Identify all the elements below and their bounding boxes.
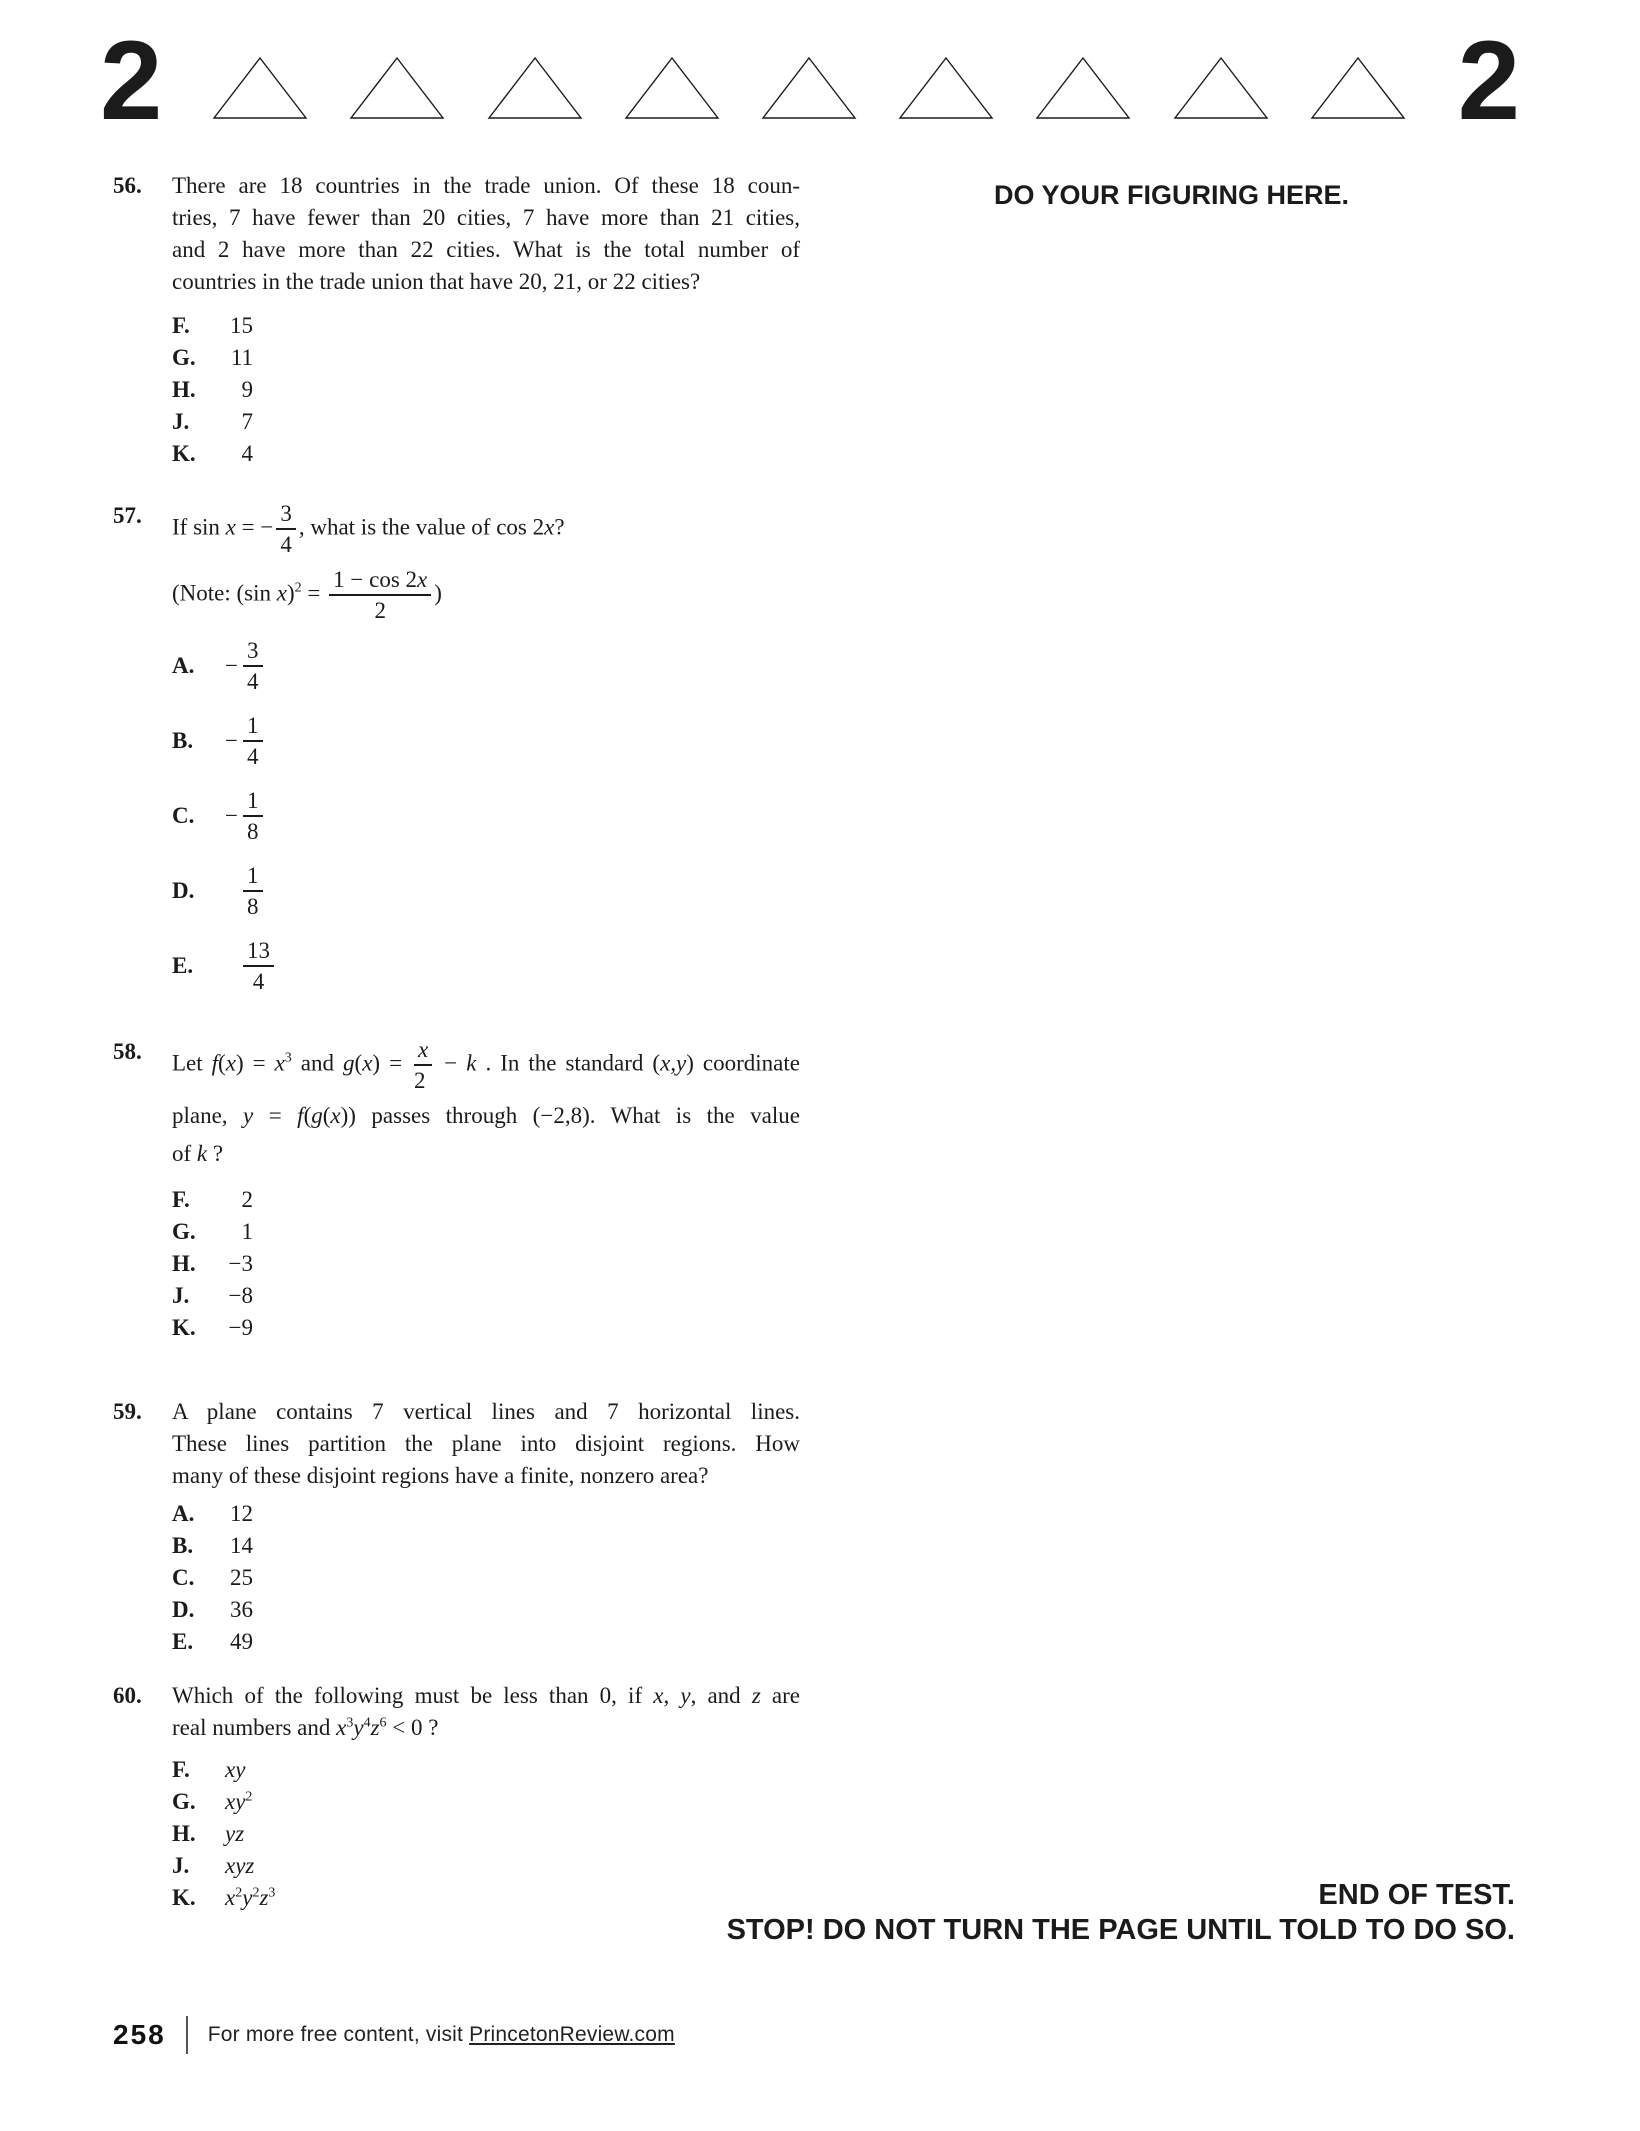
answer-row [172, 1818, 800, 1850]
answer-value: −9 [228, 1315, 253, 1340]
answer-value: $xy^2$ [225, 1789, 253, 1814]
answer-value: 7 [241, 409, 253, 434]
answer-letter: B. [172, 1533, 194, 1558]
fraction: $\frac{3}{4}$ [243, 637, 263, 695]
answer-letter: K. [172, 1885, 196, 1910]
page-number-left: 2 [100, 18, 161, 143]
answer-row [172, 1248, 800, 1280]
question-59 [113, 1396, 800, 1658]
question-56 [113, 170, 800, 470]
footer-divider [186, 2016, 188, 2054]
answer-letter: G. [172, 345, 196, 370]
answer-letter: H. [172, 1251, 196, 1276]
triangle-icon [624, 56, 720, 120]
answer-value: $x^2y^2z^3$ [225, 1885, 276, 1910]
answer-choices [172, 1498, 800, 1658]
question-text-line: and 2 have more than 22 cities. What is the total number of [172, 237, 800, 262]
question-text-line: There are 18 countries in the trade union. Of these 18 coun- [172, 173, 800, 198]
answer-letter: F. [172, 313, 190, 338]
answer-letter: B. [172, 728, 194, 753]
answer-value: 15 [230, 313, 253, 338]
answer-letter: F. [172, 1757, 190, 1782]
end-of-test-text: END OF TEST. [1318, 1879, 1515, 1911]
answer-letter: A. [172, 1501, 195, 1526]
answer-choices [172, 1754, 800, 1914]
triangle-icon [349, 56, 445, 120]
question-number: 60. [113, 1683, 142, 1708]
answer-row [172, 406, 800, 438]
figuring-here-heading: DO YOUR FIGURING HERE. [994, 180, 1350, 210]
fraction: $\frac{1}{8}$ [243, 862, 263, 920]
footer-text: For more free content, visit PrincetonReview.com [207, 2023, 675, 2046]
fraction: $\frac{1}{4}$ [243, 712, 263, 770]
answer-value: yz [225, 1821, 245, 1846]
question-60 [113, 1680, 800, 1914]
answer-choices [172, 310, 800, 470]
question-57 [113, 500, 800, 1011]
answer-row [172, 342, 800, 374]
question-text-line: Which of the following must be less than 0, if x, y, and z are [172, 1683, 800, 1708]
answer-row [172, 1562, 800, 1594]
question-text-line: plane, y = f(g(x)) passes through (−2,8). What is the value [172, 1103, 800, 1128]
triangle-icon [1173, 56, 1269, 120]
question-text-line: These lines partition the plane into disjoint regions. How [172, 1431, 800, 1456]
question-text-line: real numbers and $x^3y^4z^6 < 0$ ? [172, 1715, 439, 1740]
answer-letter: K. [172, 1315, 196, 1340]
question-58 [113, 1036, 800, 1344]
answer-letter: J. [172, 1283, 190, 1308]
answer-letter: H. [172, 1821, 196, 1846]
fraction: $\frac{1}{8}$ [243, 787, 263, 845]
answer-row [172, 861, 800, 921]
answer-row [172, 1882, 800, 1914]
page-header [100, 18, 1518, 143]
triangle-icon [1035, 56, 1131, 120]
answer-value: 1 [241, 1219, 253, 1244]
footer-link[interactable]: PrincetonReview.com [469, 2023, 675, 2046]
answer-value: −3 [228, 1251, 253, 1276]
answer-row [172, 1280, 800, 1312]
answer-row [172, 1594, 800, 1626]
answer-value: 11 [230, 345, 253, 370]
answer-value: −8 [228, 1283, 253, 1308]
answer-letter: K. [172, 441, 196, 466]
answer-letter: A. [172, 653, 195, 678]
answer-sign: − [225, 653, 238, 678]
fraction: $\frac{3}{4}$ [276, 500, 296, 558]
question-text-line: countries in the trade union that have 20, 21, or 22 cities? [172, 269, 701, 294]
triangle-icon [487, 56, 583, 120]
question-text-line: tries, 7 have fewer than 20 cities, 7 have more than 21 cities, [172, 205, 800, 230]
answer-sign: − [225, 728, 238, 753]
question-number: 58. [113, 1039, 142, 1064]
answer-letter: D. [172, 1597, 195, 1622]
answer-row [172, 1184, 800, 1216]
answer-row [172, 711, 800, 771]
footer-page-number: 258 [113, 2019, 166, 2050]
answer-letter: D. [172, 878, 195, 903]
answer-value: 49 [230, 1629, 253, 1654]
answer-letter: F. [172, 1187, 190, 1212]
header-triangles [212, 56, 1405, 122]
answer-row [172, 786, 800, 846]
question-number: 57. [113, 503, 142, 528]
question-text-line: A plane contains 7 vertical lines and 7 horizontal lines. [172, 1399, 800, 1424]
question-text-line: of k ? [172, 1141, 224, 1166]
answer-letter: J. [172, 409, 190, 434]
answer-row [172, 1312, 800, 1344]
fraction: $\frac{x}{2}$ [414, 1036, 432, 1094]
answer-value: 2 [241, 1187, 253, 1212]
answer-value: 4 [241, 441, 253, 466]
answer-row [172, 1754, 800, 1786]
answer-value: xyz [225, 1853, 255, 1878]
answer-choices [172, 636, 800, 996]
answer-row [172, 1498, 800, 1530]
answer-letter: G. [172, 1219, 196, 1244]
answer-sign: − [225, 803, 238, 828]
question-number: 56. [113, 173, 142, 198]
answer-row [172, 1850, 800, 1882]
answer-value: xy [225, 1757, 246, 1782]
answer-letter: C. [172, 1565, 195, 1590]
triangle-icon [212, 56, 308, 120]
answer-row [172, 1530, 800, 1562]
answer-row [172, 1216, 800, 1248]
stop-notice-text: STOP! DO NOT TURN THE PAGE UNTIL TOLD TO DO SO. [726, 1914, 1515, 1946]
answer-row [172, 310, 800, 342]
question-text-line: If sin x = − $\frac{3}{4}$ , what is the value of cos 2x? [172, 501, 565, 557]
answer-row [172, 636, 800, 696]
end-of-test-block [727, 1878, 1515, 1948]
answer-letter: E. [172, 953, 194, 978]
triangle-icon [761, 56, 857, 120]
answer-row [172, 1786, 800, 1818]
page-number-right: 2 [1457, 18, 1518, 143]
question-text-line: Let $f(x) = x^3$ and g(x) = $\frac{x}{2}$ − k . In the standard (x,y) coordinate [172, 1037, 800, 1093]
answer-value: 9 [241, 377, 253, 402]
answer-row [172, 438, 800, 470]
question-note-line: (Note: (sin x)$^2$ = $\frac{1 - \cos 2x}{2}$ ) [172, 567, 442, 623]
answer-choices [172, 1184, 800, 1344]
answer-value: 12 [230, 1501, 253, 1526]
answer-letter: J. [172, 1853, 190, 1878]
question-number: 59. [113, 1399, 142, 1424]
answer-letter: E. [172, 1629, 194, 1654]
answer-letter: G. [172, 1789, 196, 1814]
answer-row [172, 936, 800, 996]
triangle-icon [1310, 56, 1406, 120]
answer-letter: H. [172, 377, 196, 402]
answer-value: 25 [230, 1565, 253, 1590]
fraction: $\frac{1 - \cos 2x}{2}$ [329, 566, 431, 624]
answer-value: 14 [230, 1533, 253, 1558]
answer-letter: C. [172, 803, 195, 828]
answer-row [172, 1626, 800, 1658]
page-footer [113, 2016, 675, 2054]
question-text-line: many of these disjoint regions have a finite, nonzero area? [172, 1463, 709, 1488]
answer-value: 36 [230, 1597, 253, 1622]
answer-row [172, 374, 800, 406]
triangle-icon [898, 56, 994, 120]
fraction: $\frac{13}{4}$ [243, 937, 274, 995]
